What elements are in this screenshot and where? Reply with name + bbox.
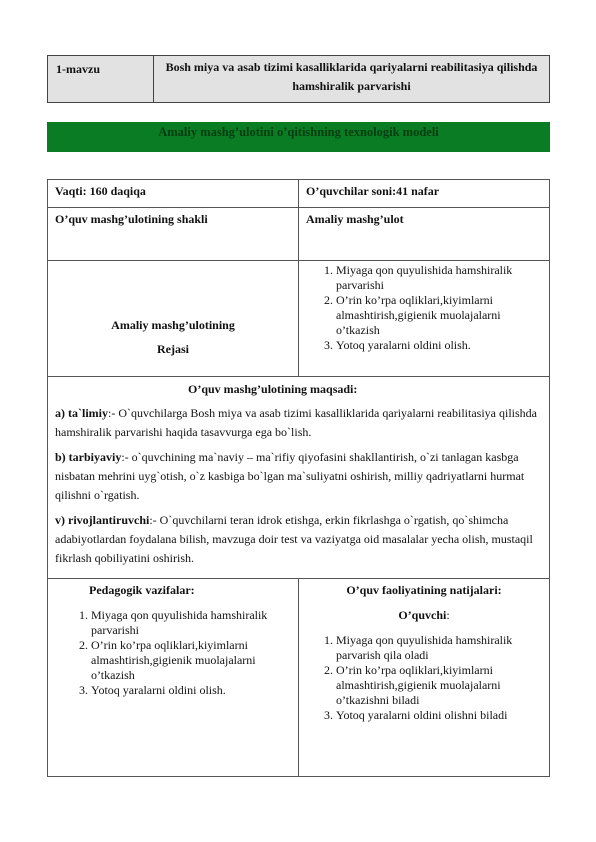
tasks-list (55, 608, 291, 698)
students-cell: O’quvchilar soni:41 nafar (299, 180, 550, 208)
topic-title: Bosh miya va asab tizimi kasalliklarida qariyalarni reabilitasiya qilishda hamshiralik parvarishi (165, 60, 538, 93)
goal-a-text: :- O`quvchilarga Bosh miya va asab tizimi kasalliklarida qariyalarni reabilitasiya qilishda hamshiralik parvarishi haqida tasavvurga ega bo`lish. (55, 406, 537, 439)
results-list (306, 633, 542, 723)
list-item: 3. Yotoq yaralarni oldini olishni biladi (336, 708, 542, 723)
goal-b-label: b) tarbiyaviy (55, 450, 122, 464)
list-item: 1. Miyaga qon quyulishida hamshiralik parvarishi (336, 263, 542, 293)
plan-list-cell (299, 261, 550, 377)
goal-v-text: :- O`quvchilarni teran idrok etishga, erkin fikrlashga o`rgatish, qo`shimcha adabiyotlardan foydalana bilish, mavzuga doir test va vaziyatga oid masalalar yecha olish, mustaqil fikrlash qobiliyatini oshirish. (55, 513, 533, 565)
form-value-cell: Amaliy mashg’ulot (299, 208, 550, 261)
tasks-title: Pedagogik vazifalar: (89, 583, 195, 597)
model-title-band: Amaliy mashg’ulotini o’qitishning texnologik modeli (47, 122, 550, 152)
time-cell: Vaqti: 160 daqiqa (48, 180, 299, 208)
goal-b (55, 448, 542, 505)
plan-title-line2: Rejasi (157, 341, 189, 356)
results-subtitle (306, 608, 542, 623)
results-subtitle-text: O’quvchi (398, 608, 447, 622)
goal-v (55, 511, 542, 568)
goal-b-text: :- o`quvchining ma`naviy – ma`rifiy qiyofasini shakllantirish, o`zi tanlagan kasbga nisbatan mehrini uyg`otish, o`z kasbiga bo`lgan ma`suliyatni oshirish, milliy qadriyatlarni hurmat qilishni o`rgatish. (55, 450, 525, 502)
plan-list (306, 263, 542, 353)
row-time (48, 180, 550, 208)
list-item: 3. Yotoq yaralarni oldini olish. (91, 683, 291, 698)
plan-title-line1: Amaliy mashg’ulotining (111, 317, 235, 332)
lesson-model-table (47, 179, 550, 777)
topic-label: 1-mavzu (48, 56, 154, 102)
plan-title-cell (48, 261, 299, 377)
results-cell (299, 579, 550, 777)
list-item: 2. O’rin ko’rpa oqliklari,kiyimlarni almashtirish,gigienik muolajalarni o’tkazish (91, 638, 291, 683)
row-plan (48, 261, 550, 377)
goal-a (55, 404, 542, 442)
goals-cell (48, 377, 550, 579)
goal-a-label: a) ta`limiy (55, 406, 108, 420)
form-label-cell: O’quv mashg’ulotining shakli (48, 208, 299, 261)
results-subtitle-colon: : (446, 608, 450, 622)
tasks-cell (48, 579, 299, 777)
goal-v-label: v) rivojlantiruvchi (55, 513, 150, 527)
row-goals (48, 377, 550, 579)
row-form (48, 208, 550, 261)
topic-header (47, 55, 550, 103)
results-title: O’quv faoliyatining natijalari: (346, 583, 502, 597)
list-item: 3. Yotoq yaralarni oldini olish. (336, 338, 542, 353)
goals-title: O’quv mashg’ulotining maqsadi: (188, 382, 358, 396)
row-tasks-results (48, 579, 550, 777)
list-item: 1. Miyaga qon quyulishida hamshiralik parvarishi (91, 608, 291, 638)
list-item: 2. O’rin ko’rpa oqliklari,kiyimlarni almashtirish,gigienik muolajalarni o’tkazish (336, 293, 542, 338)
list-item: 2. O’rin ko’rpa oqliklari,kiyimlarni almashtirish,gigienik muolajalarni o’tkazishni biladi (336, 663, 542, 708)
list-item: 1. Miyaga qon quyulishida hamshiralik parvarish qila oladi (336, 633, 542, 663)
